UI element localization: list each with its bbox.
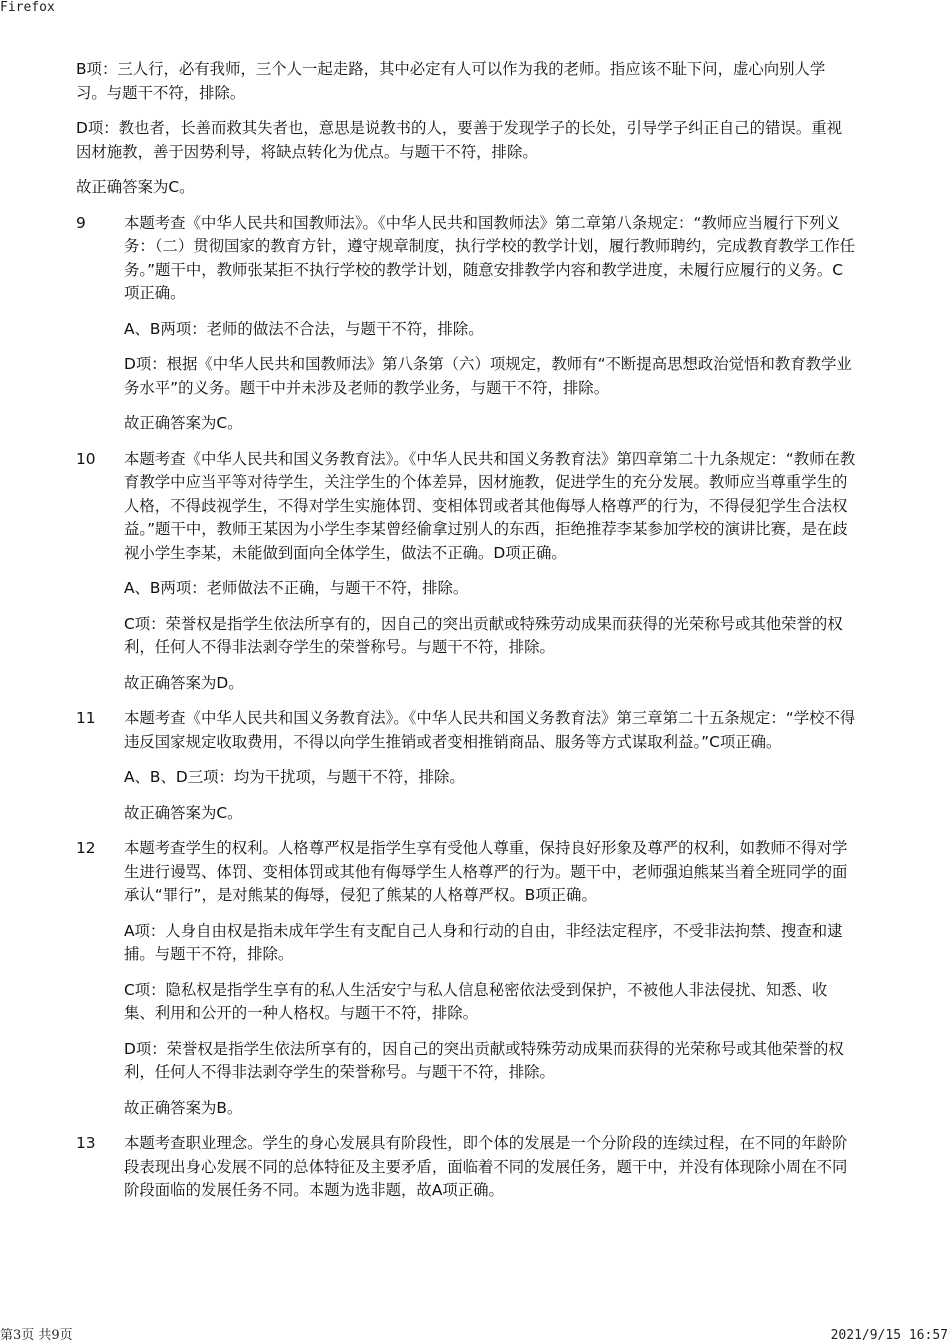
explanation-paragraph: C项：隐私权是指学生享有的私人生活安宁与私人信息秘密依法受到保护，不被他人非法侵扰、知悉、收集、利用和公开的一种人格权。与题干不符，排除。 [124, 980, 828, 1022]
answer-line: 故正确答案为D。 [124, 673, 244, 692]
intro-section [76, 58, 856, 200]
answer-line: 故正确答案为C。 [124, 803, 243, 822]
explanation-paragraph: A、B、D三项：均为干扰项，与题干不符，排除。 [124, 768, 465, 786]
question-body [124, 707, 856, 837]
explanation-paragraph: A项：人身自由权是指未成年学生有支配自己人身和行动的自由，非经法定程序，不受非法拘禁、搜查和逮捕。与题干不符，排除。 [124, 921, 843, 963]
browser-app-label: Firefox [0, 0, 55, 15]
question-body [124, 448, 856, 708]
explanation-paragraph: C项：荣誉权是指学生依法所享有的，因自己的突出贡献或特殊劳动成果而获得的光荣称号或其他荣誉的权利，任何人不得非法剥夺学生的荣誉称号。与题干不符，排除。 [124, 614, 843, 656]
question-11 [76, 707, 856, 837]
question-body [124, 1132, 856, 1215]
explanation-paragraph: D项：荣誉权是指学生依法所享有的，因自己的突出贡献或特殊劳动成果而获得的光荣称号或其他荣誉的权利，任何人不得非法剥夺学生的荣誉称号。与题干不符，排除。 [124, 1039, 844, 1081]
question-body [124, 212, 856, 448]
intro-paragraph: D项：教也者，长善而救其失者也，意思是说教书的人，要善于发现学子的长处，引导学子纠正自己的错误。重视因材施教，善于因势利导，将缺点转化为优点。与题干不符，排除。 [76, 119, 842, 161]
answer-line: 故正确答案为C。 [124, 414, 243, 432]
explanation-paragraph: 本题考查学生的权利。人格尊严权是指学生享有受他人尊重，保持良好形象及尊严的权利，如教师不得对学生进行谩骂、体罚、变相体罚或其他有侮辱学生人格尊严的行为。题干中，老师强迫熊某当着全班同学的面承认“罪行”，是对熊某的侮辱，侵犯了熊某的人格尊严权。B项正确。 [124, 839, 848, 904]
page-indicator: 第3页 共9页 [0, 1328, 73, 1343]
answer-line: 故正确答案为B。 [124, 1098, 243, 1117]
explanation-paragraph: 本题考查《中华人民共和国义务教育法》。《中华人民共和国义务教育法》第三章第二十五条规定：“学校不得违反国家规定收取费用，不得以向学生推销或者变相推销商品、服务等方式谋取利益。”C项正确。 [124, 709, 856, 751]
explanation-paragraph: A、B两项：老师的做法不合法，与题干不符，排除。 [124, 319, 484, 338]
question-12 [76, 837, 856, 1132]
print-datetime: 2021/9/15 16:57 [830, 1328, 948, 1343]
question-10 [76, 448, 856, 708]
explanation-paragraph: A、B两项：老师做法不正确，与题干不符，排除。 [124, 579, 469, 597]
intro-answer: 故正确答案为C。 [76, 178, 195, 196]
question-number: 11 [76, 709, 96, 727]
question-13 [76, 1132, 856, 1215]
explanation-paragraph: 本题考查《中华人民共和国义务教育法》。《中华人民共和国义务教育法》第四章第二十九条规定：“教师在教育教学中应当平等对待学生，关注学生的个体差异，因材施教，促进学生的充分发展。教师应当尊重学生的人格，不得歧视学生，不得对学生实施体罚、变相体罚或者其他侮辱人格尊严的行为，不得侵犯学生合法权益。”题干中，教师王某因为小学生李某曾经偷拿过别人的东西，拒绝推荐李某参加学校的演讲比赛，是在歧视小学生李某，未能做到面向全体学生，做法不正确。D项正确。 [124, 449, 856, 562]
explanation-paragraph: 本题考查职业理念。学生的身心发展具有阶段性，即个体的发展是一个分阶段的连续过程，在不同的年龄阶段表现出身心发展不同的总体特征及主要矛盾，面临着不同的发展任务，题干中，并没有体现除小周在不同阶段面临的发展任务不同。本题为选非题，故A项正确。 [124, 1134, 848, 1199]
question-body [124, 837, 856, 1132]
intro-paragraph: B项：三人行，必有我师，三个人一起走路，其中必定有人可以作为我的老师。指应该不耻下问，虚心向别人学习。与题干不符，排除。 [76, 60, 826, 102]
explanation-paragraph: 本题考查《中华人民共和国教师法》。《中华人民共和国教师法》第二章第八条规定：“教师应当履行下列义务：（二）贯彻国家的教育方针，遵守规章制度，执行学校的教学计划，履行教师聘约，完成教育教学工作任务。”题干中，教师张某拒不执行学校的教学计划，随意安排教学内容和教学进度，未履行应履行的义务。C项正确。 [124, 213, 856, 302]
answer-explanations [76, 58, 856, 1215]
explanation-paragraph: D项：根据《中华人民共和国教师法》第八条第（六）项规定，教师有“不断提高思想政治觉悟和教育教学业务水平”的义务。题干中并未涉及老师的教学业务，与题干不符，排除。 [124, 355, 852, 397]
question-number: 12 [76, 839, 96, 857]
question-number: 10 [76, 449, 96, 468]
question-number: 9 [76, 213, 86, 232]
question-9 [76, 212, 856, 448]
question-number: 13 [76, 1134, 96, 1152]
